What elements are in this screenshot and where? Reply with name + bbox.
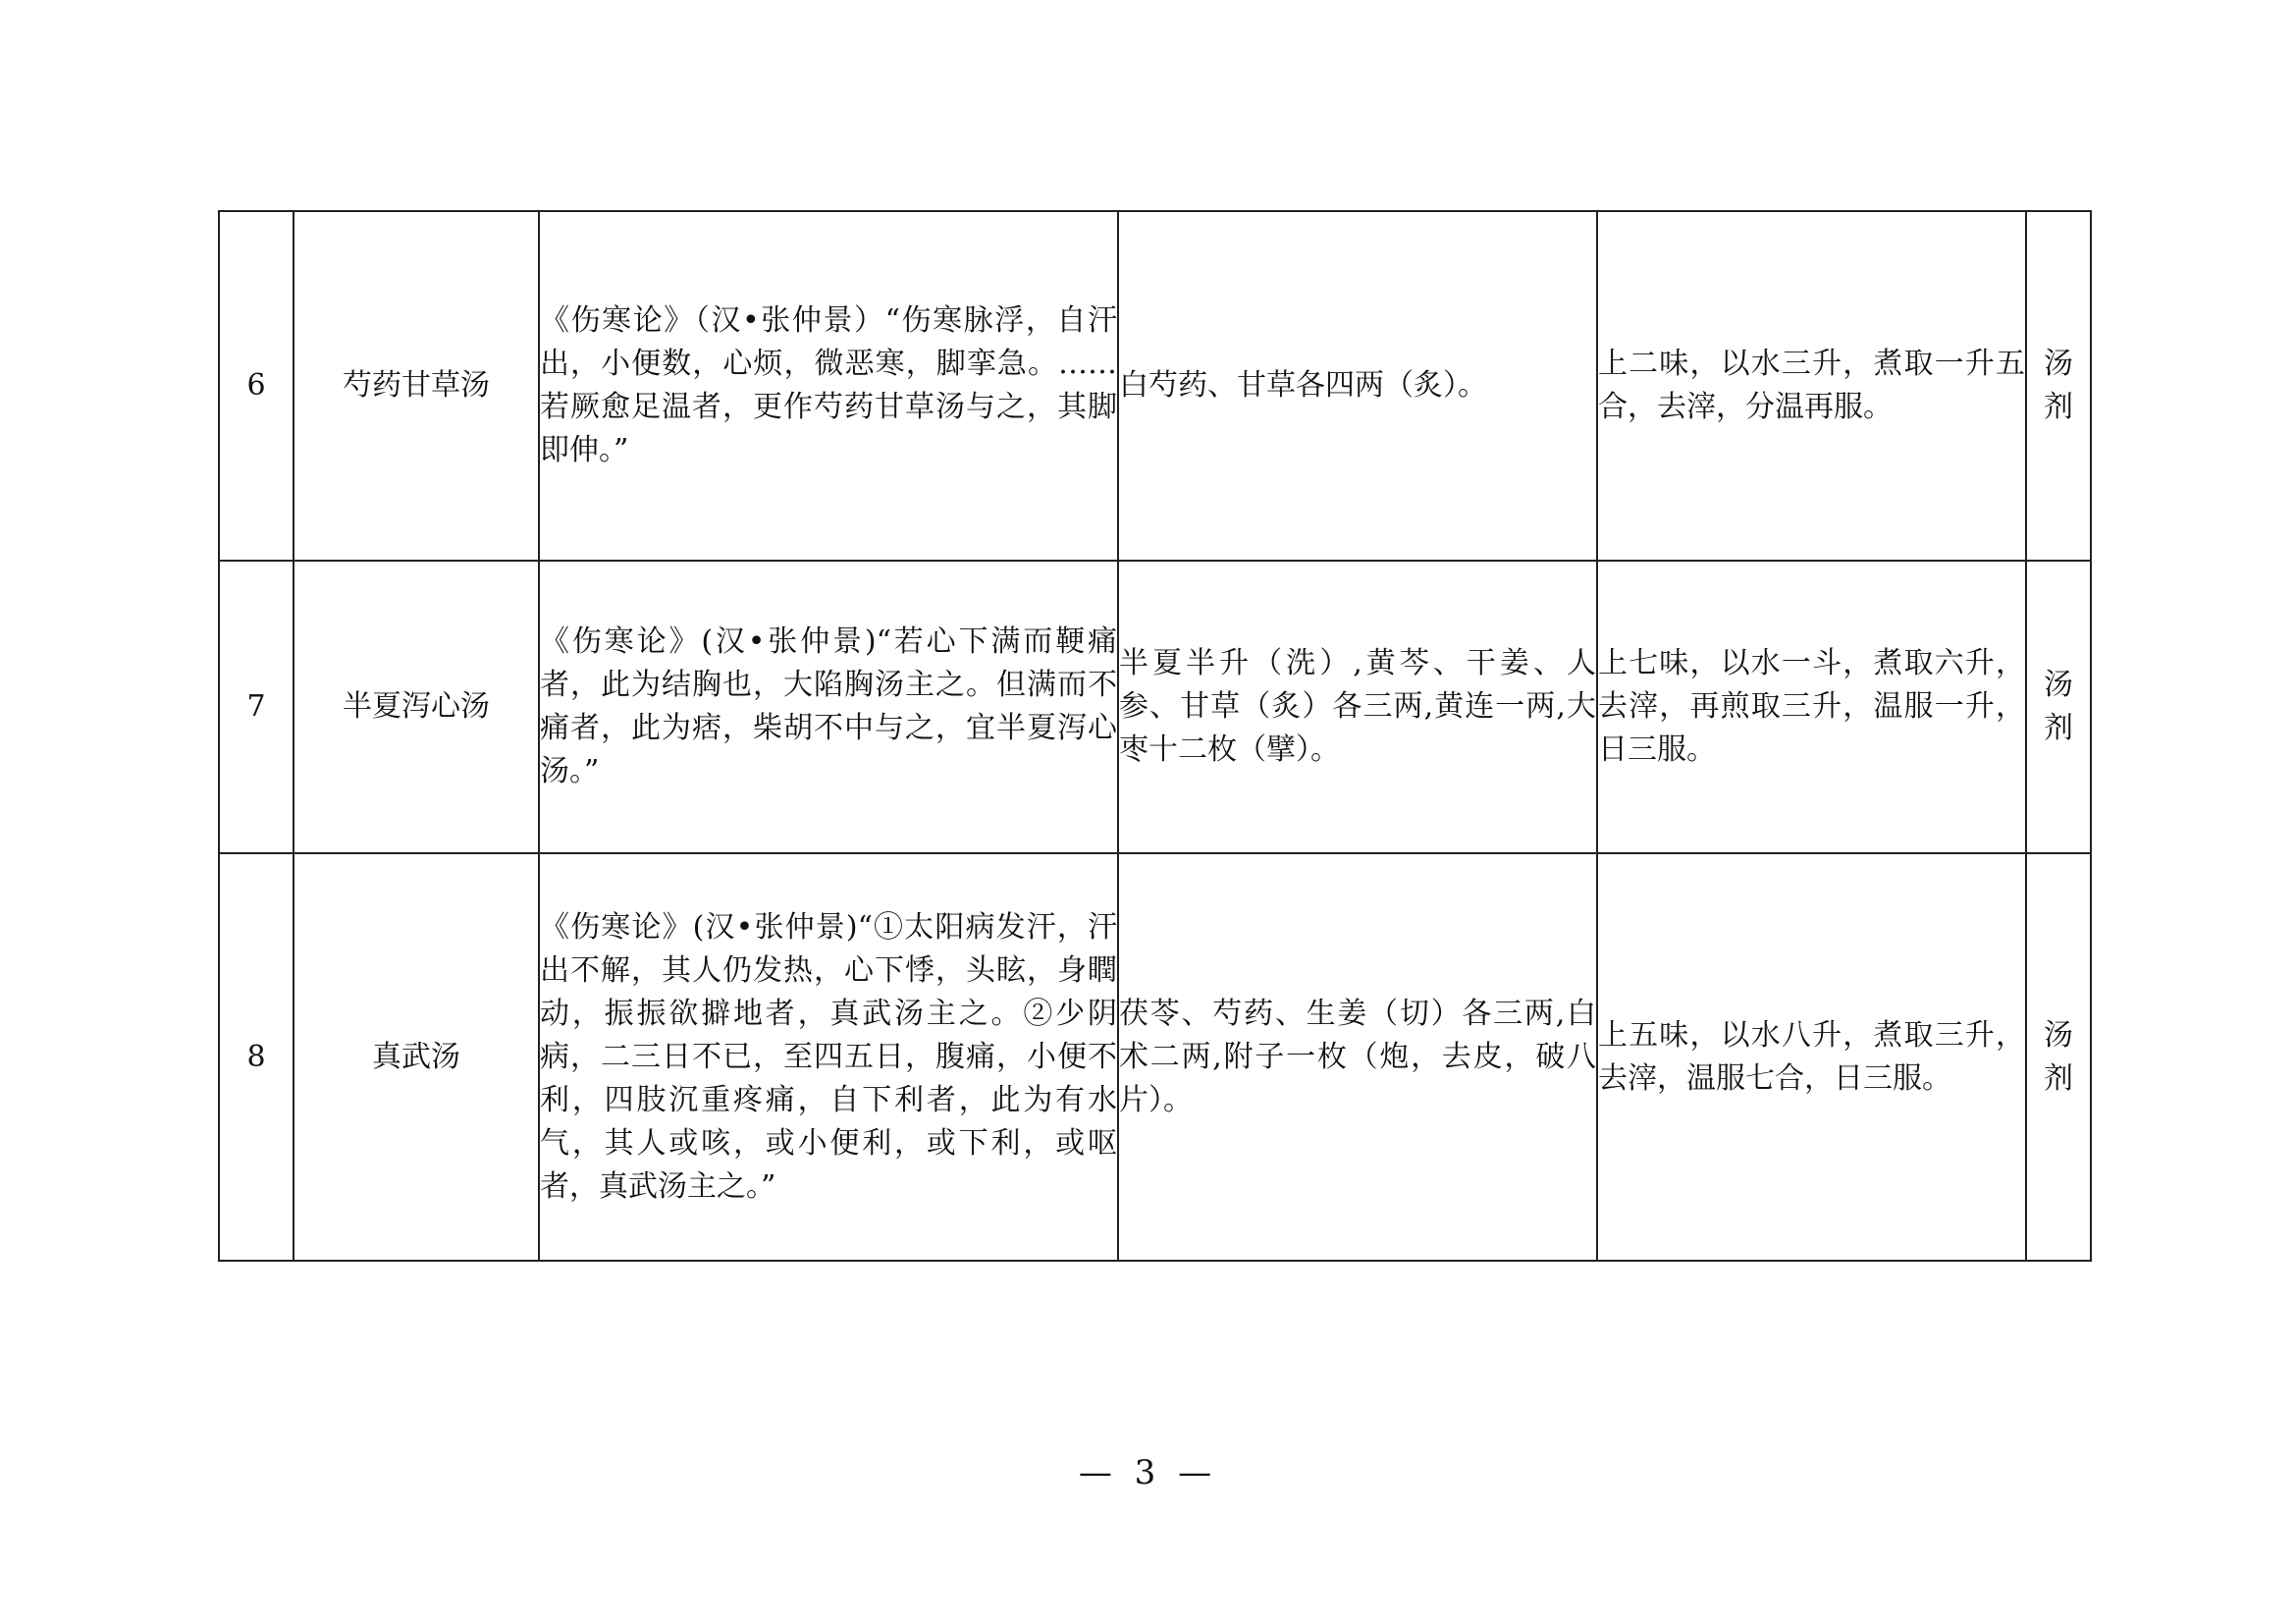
dosage-form-cell bbox=[2026, 211, 2091, 561]
page-number: — 3 — bbox=[1078, 1453, 1218, 1492]
formula-name: 真武汤 bbox=[294, 853, 539, 1261]
dosage-form: 汤剂 bbox=[2044, 347, 2073, 424]
formula-name: 芍药甘草汤 bbox=[294, 211, 539, 561]
dosage-form: 汤剂 bbox=[2044, 1017, 2073, 1096]
preparation-text: 上二味，以水三升，煮取一升五合，去滓，分温再服。 bbox=[1597, 211, 2026, 561]
preparation-text: 上五味，以水八升，煮取三升，去滓，温服七合，日三服。 bbox=[1597, 853, 2026, 1261]
formula-table-container bbox=[218, 210, 2090, 1262]
row-number: 7 bbox=[219, 561, 294, 853]
source-text: 《伤寒论》(汉•张仲景)“①太阳病发汗，汗出不解，其人仍发热，心下悸，头眩，身瞤动，振振欲擗地者，真武汤主之。②少阴病，二三日不已，至四五日，腹痛，小便不利，四肢沉重疼痛，自下利者，此为有水气，其人或咳，或小便利，或下利，或呕者，真武汤主之。” bbox=[539, 853, 1118, 1261]
dosage-form-cell bbox=[2026, 561, 2091, 853]
ingredients-text: 白芍药、甘草各四两（炙）。 bbox=[1118, 211, 1597, 561]
ingredients-text: 半夏半升（洗）,黄芩、干姜、人参、甘草（炙）各三两,黄连一两,大枣十二枚（擘）。 bbox=[1118, 561, 1597, 853]
row-number: 6 bbox=[219, 211, 294, 561]
dosage-form: 汤剂 bbox=[2044, 668, 2073, 745]
preparation-text: 上七味，以水一斗，煮取六升，去滓，再煎取三升，温服一升，日三服。 bbox=[1597, 561, 2026, 853]
source-text: 《伤寒论》(汉•张仲景)“若心下满而鞕痛者，此为结胸也，大陷胸汤主之。但满而不痛者，此为痞，柴胡不中与之，宜半夏泻心汤。” bbox=[539, 561, 1118, 853]
table-row bbox=[219, 211, 2091, 561]
formula-name: 半夏泻心汤 bbox=[294, 561, 539, 853]
source-text: 《伤寒论》（汉•张仲景）“伤寒脉浮，自汗出，小便数，心烦，微恶寒，脚挛急。……若厥愈足温者，更作芍药甘草汤与之，其脚即伸。” bbox=[539, 211, 1118, 561]
table-row bbox=[219, 561, 2091, 853]
table-row bbox=[219, 853, 2091, 1261]
row-number: 8 bbox=[219, 853, 294, 1261]
ingredients-text: 茯苓、芍药、生姜（切）各三两,白术二两,附子一枚（炮，去皮，破八片）。 bbox=[1118, 853, 1597, 1261]
formula-table bbox=[218, 210, 2092, 1262]
dosage-form-cell bbox=[2026, 853, 2091, 1261]
